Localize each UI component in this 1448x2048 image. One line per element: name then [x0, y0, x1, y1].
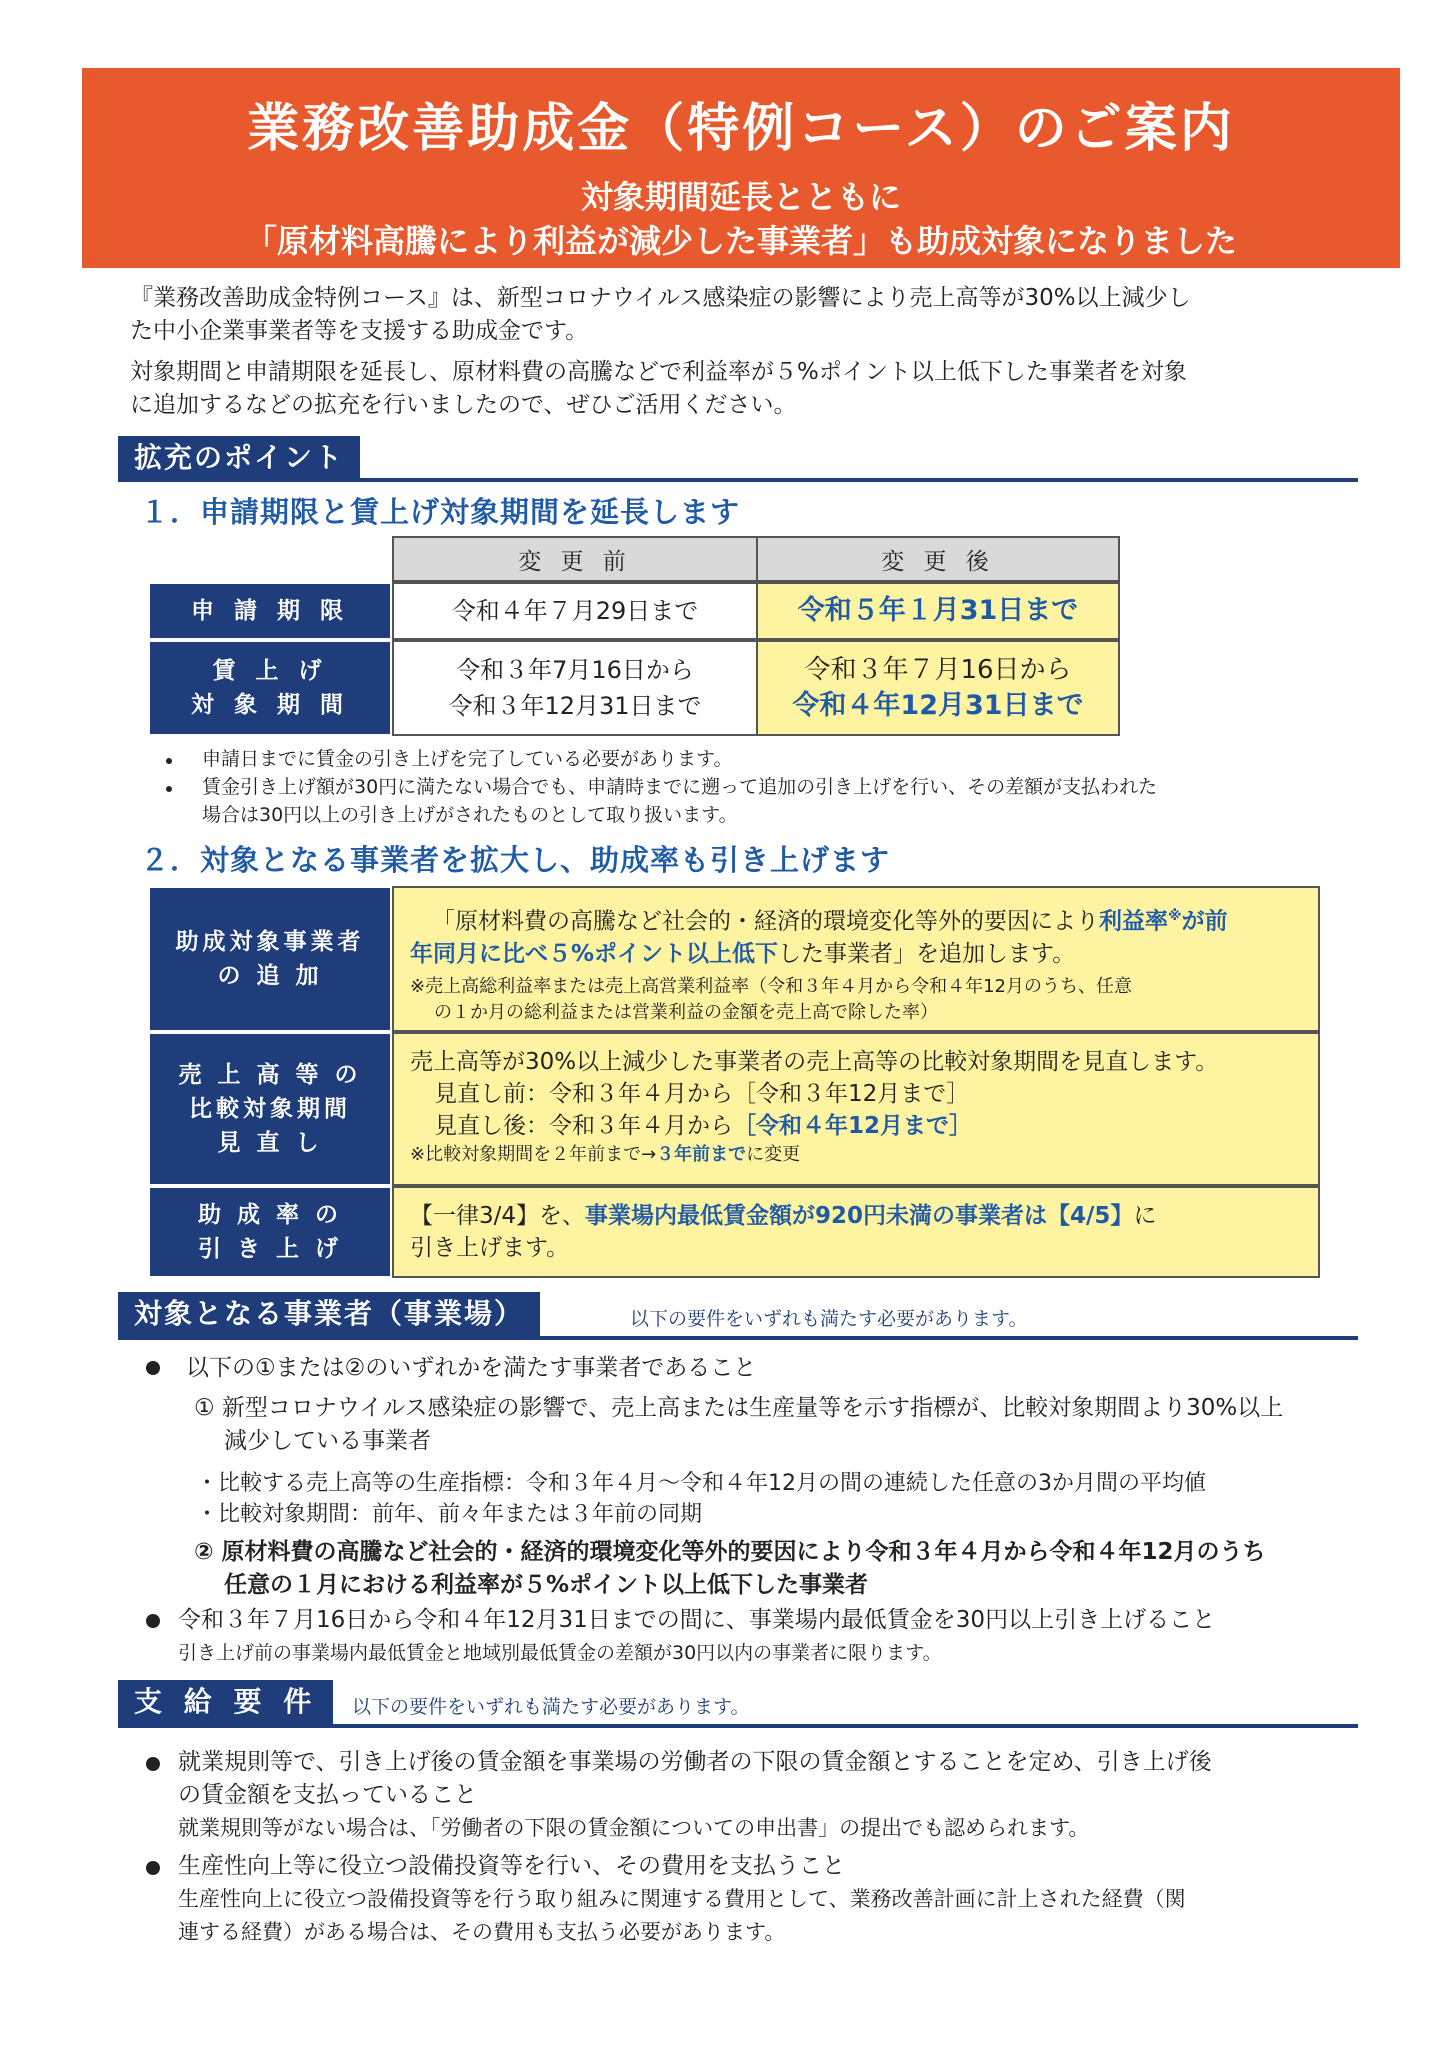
- footnote-line: の１か月の総利益または営業利益の金額を売上高で除した率）: [434, 1001, 938, 1023]
- note-line: 賃金引き上げ額が30円に満たない場合でも、申請時までに遡って追加の引き上げを行い、その差額が支払われた: [202, 776, 1158, 798]
- text-span: した事業者」を追加します。: [778, 940, 1076, 967]
- row-header-target-add: [148, 886, 392, 1032]
- period-after: [756, 640, 1120, 736]
- row-header-comparison: [148, 1032, 392, 1186]
- col-header-before: 変 更 前: [392, 536, 758, 582]
- text-span: 見直し後：令和３年４月から: [434, 1113, 733, 1139]
- requirement-line: 就業規則等で、引き上げ後の賃金額を事業場の労働者の下限の賃金額とすることを定め、引き上げ後: [178, 1749, 1212, 1775]
- row-header-line: 助成対象事業者: [175, 929, 365, 955]
- section-rule: [118, 478, 1358, 482]
- period-before-from: 令和３年7月16日から: [456, 656, 694, 684]
- section-heading-requirements: 支 給 要 件: [118, 1680, 333, 1724]
- eligible-bullet-2-note: 引き上げ前の事業場内最低賃金と地域別最低賃金の差額が30円以内の事業者に限ります。: [178, 1642, 942, 1664]
- period-before-to: 令和３年12月31日まで: [448, 692, 702, 720]
- intro-line: た中小企業事業者等を支援する助成金です。: [130, 318, 589, 344]
- note-2: [202, 773, 1157, 829]
- text-span: 【一律3/4】を、: [410, 1203, 586, 1229]
- detail-line: ・比較対象期間：前年、前々年または３年前の同期: [196, 1502, 703, 1527]
- text-span: に変更: [746, 1144, 801, 1165]
- footnote-mark: ※: [1168, 908, 1182, 924]
- comparison-body: [392, 1032, 1320, 1186]
- deadline-after: 令和５年１月31日まで: [756, 582, 1120, 640]
- section-heading-eligible: 対象となる事業者（事業場）: [118, 1292, 540, 1336]
- text-span: 「原材料費の高騰など社会的・経済的環境変化等外的要因により: [432, 908, 1099, 935]
- page-title: 業務改善助成金（特例コース）のご案内: [247, 99, 1235, 159]
- intro-line: 対象期間と申請期限を延長し、原材料費の高騰などで利益率が５%ポイント以上低下した事業者を対象: [130, 359, 1187, 385]
- banner-subtitle-2: 「原材料高騰により利益が減少した事業者」も助成対象になりました: [244, 222, 1237, 260]
- comparison-line-1: 売上高等が30%以上減少した事業者の売上高等の比較対象期間を見直します。: [410, 1049, 1219, 1075]
- eligible-bullet-1: 以下の①または②のいずれかを満たす事業者であること: [186, 1355, 757, 1381]
- text-span: ３年前まで: [656, 1144, 747, 1165]
- intro-paragraph-2: [130, 356, 1360, 422]
- deadline-before: 令和４年７月29日まで: [392, 582, 758, 640]
- point-1-heading: １．申請期限と賃上げ対象期間を延長します: [140, 495, 741, 529]
- rate-line-2: 引き上げます。: [410, 1235, 570, 1261]
- section-rule: [118, 1724, 1358, 1728]
- requirement-note: 連する経費）がある場合は、その費用も支払う必要があります。: [178, 1920, 786, 1944]
- text-span: に: [1133, 1203, 1157, 1229]
- section-rule: [118, 1336, 1358, 1340]
- text-span: 年同月に比べ５%ポイント以上低下: [410, 940, 779, 967]
- footnote-line: ※売上高総利益率または売上高営業利益率（令和３年４月から令和４年12月のうち、任意: [410, 975, 1132, 997]
- row-header-line: 比較対象期間: [189, 1096, 351, 1122]
- rate-body: [392, 1186, 1320, 1278]
- row-header-line: 賃 上 げ: [212, 658, 328, 684]
- note-line: 場合は30円以上の引き上げがされたものとして取り扱います。: [202, 804, 738, 826]
- note-1: 申請日までに賃金の引き上げを完了している必要があります。: [202, 748, 733, 770]
- row-header-line: 対 象 期 間: [190, 692, 350, 718]
- header-banner: [82, 68, 1400, 268]
- section-heading-expansion: 拡充のポイント: [118, 436, 360, 480]
- bullet-dot: [166, 758, 172, 764]
- requirement-note: 生産性向上に役立つ設備投資等を行う取り組みに関連する費用として、業務改善計画に計上された経費（関: [178, 1887, 1186, 1911]
- requirement-2: [178, 1850, 1186, 1949]
- cond-line: 任意の１月における利益率が５%ポイント以上低下した事業者: [224, 1572, 869, 1598]
- text-span: 事業場内最低賃金額が920円未満の事業者は【4/5】: [585, 1203, 1134, 1229]
- target-add-line-1: [410, 900, 1302, 938]
- comparison-line-3: [410, 1110, 1302, 1142]
- bullet-dot: [146, 1861, 160, 1875]
- cond-line: 減少している事業者: [224, 1428, 431, 1454]
- bullet-dot: [146, 1757, 160, 1771]
- target-add-body: [392, 886, 1320, 1032]
- bullet-dot: [146, 1361, 160, 1375]
- period-after-from: 令和３年７月16日から: [804, 655, 1072, 685]
- bullet-dot: [146, 1614, 160, 1628]
- section-note-requirements: 以下の要件をいずれも満たす必要があります。: [352, 1696, 750, 1718]
- banner-subtitle-1: 対象期間延長とともに: [580, 178, 901, 216]
- eligible-cond-2: [194, 1536, 1266, 1602]
- row-header-line: 引 き 上 げ: [197, 1236, 343, 1262]
- period-after-to: 令和４年12月31日まで: [792, 690, 1084, 721]
- requirement-note: 就業規則等がない場合は、「労働者の下限の賃金額についての申出書」の提出でも認められます。: [178, 1816, 1090, 1840]
- section-note-eligible: 以下の要件をいずれも満たす必要があります。: [630, 1308, 1028, 1330]
- cond-line: ① 新型コロナウイルス感染症の影響で、売上高または生産量等を示す指標が、比較対象期間より30%以上: [194, 1395, 1284, 1421]
- requirement-line: 生産性向上等に役立つ設備投資等を行い、その費用を支払うこと: [178, 1853, 845, 1879]
- comparison-line-2: 見直し前：令和３年４月から［令和３年12月まで］: [434, 1081, 970, 1107]
- row-header-deadline: 申 請 期 限: [148, 582, 392, 640]
- text-span: が前: [1181, 908, 1228, 935]
- text-span: ［令和４年12月まで］: [733, 1113, 973, 1139]
- rate-line-1: [410, 1200, 1302, 1232]
- point-2-heading: ２．対象となる事業者を拡大し、助成率も引き上げます: [140, 843, 891, 877]
- text-span: ※比較対象期間を２年前まで→: [410, 1144, 657, 1165]
- requirement-line: の賃金額を支払っていること: [178, 1782, 477, 1808]
- row-header-line: の 追 加: [217, 963, 323, 989]
- row-header-line: 助 成 率 の: [197, 1202, 343, 1228]
- text-span: 利益率: [1099, 908, 1168, 935]
- eligible-details: [196, 1468, 1206, 1530]
- eligible-bullet-2: 令和３年７月16日から令和４年12月31日までの間に、事業場内最低賃金を30円以上引き上げること: [178, 1607, 1216, 1633]
- period-before: [392, 640, 758, 736]
- comparison-note: [410, 1142, 1302, 1168]
- requirement-1: [178, 1746, 1212, 1845]
- target-add-line-2: [410, 938, 1302, 970]
- row-header-period: [148, 640, 392, 736]
- intro-line: 『業務改善助成金特例コース』は、新型コロナウイルス感染症の影響により売上高等が30%以上減少し: [130, 285, 1191, 311]
- row-header-line: 見 直 し: [217, 1130, 323, 1156]
- detail-line: ・比較する売上高等の生産指標：令和３年４月～令和４年12月の間の連続した任意の3か月間の平均値: [196, 1471, 1206, 1496]
- row-header-line: 売 上 高 等 の: [178, 1062, 362, 1088]
- intro-line: に追加するなどの拡充を行いましたので、ぜひご活用ください。: [130, 392, 797, 418]
- intro-paragraph-1: [130, 282, 1360, 348]
- col-header-after: 変 更 後: [756, 536, 1120, 582]
- bullet-dot: [166, 786, 172, 792]
- cond-line: ② 原材料費の高騰など社会的・経済的環境変化等外的要因により令和３年４月から令和４年12月のうち: [194, 1539, 1266, 1565]
- row-header-rate: [148, 1186, 392, 1278]
- eligible-cond-1: [194, 1392, 1283, 1458]
